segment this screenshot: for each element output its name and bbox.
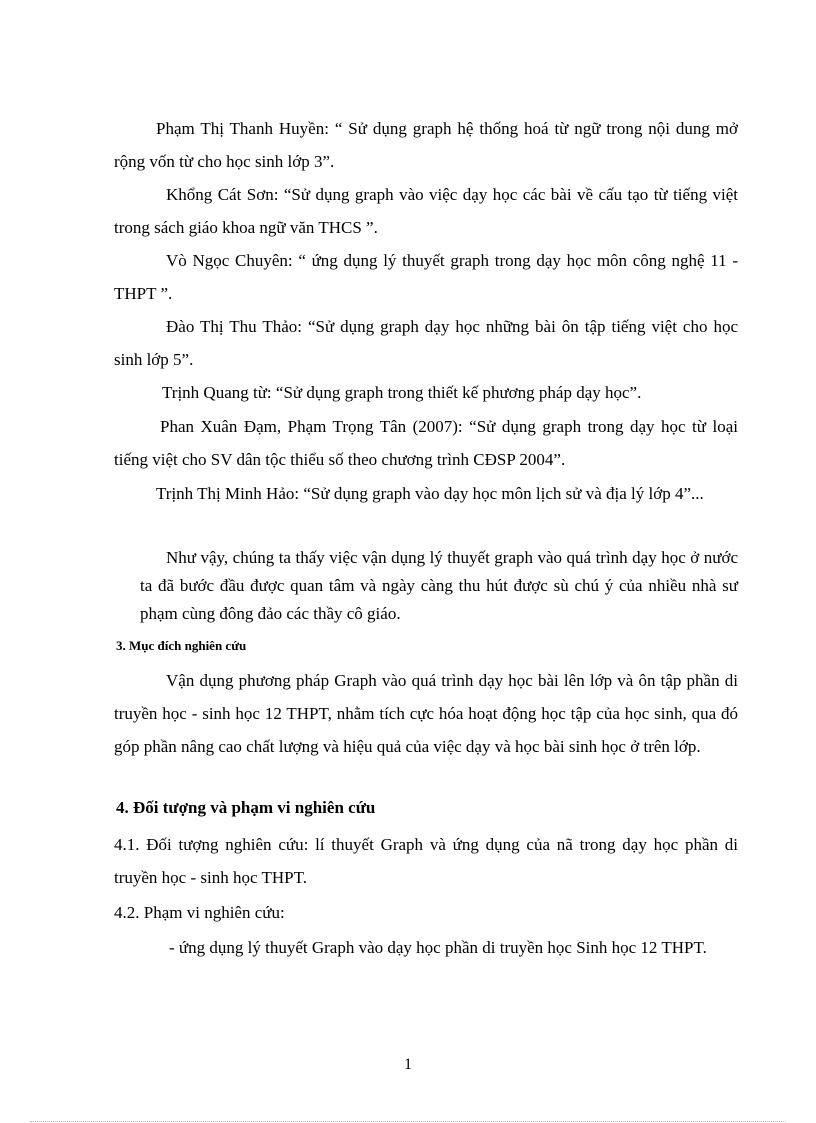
section-3-heading: 3. Mục đích nghiên cứu <box>116 638 247 653</box>
reference-paragraph-1: Phạm Thị Thanh Huyền: “ Sử dụng graph hệ thống hoá từ ngữ trong nội dung mở rộng vốn từ cho học sinh lớp 3”. <box>114 119 738 171</box>
reference-paragraph-7: Trịnh Thị Minh Hảo: “Sử dụng graph vào dạy học môn lịch sử và địa lý lớp 4”... <box>156 484 704 503</box>
reference-paragraph-6: Phan Xuân Đạm, Phạm Trọng Tân (2007): “Sử dụng graph trong dạy học từ loại tiếng việt cho SV dân tộc thiểu số theo chương trình CĐSP 2004”. <box>114 417 738 469</box>
section-3-body: Vận dụng phương pháp Graph vào quá trình dạy học bài lên lớp và ôn tập phần di truyền học - sinh học 12 THPT, nhằm tích cực hóa hoạt động học tập của học sinh, qua đó góp phần nâng cao chất lượng và hiệu quả của việc dạy và học bài sinh học ở trên lớp. <box>114 671 738 756</box>
reference-paragraph-2: Khổng Cát Sơn: “Sử dụng graph vào việc dạy học các bài về cấu tạo từ tiếng việt trong sách giáo khoa ngữ văn THCS ”. <box>114 185 738 237</box>
page-bottom-divider <box>30 1121 786 1122</box>
page-number: 1 <box>404 1056 412 1073</box>
summary-paragraph: Như vậy, chúng ta thấy việc vận dụng lý thuyết graph vào quá trình dạy học ở nước ta đã bước đầu được quan tâm và ngày càng thu hút được sù chú ý của nhiều nhà sư phạm cùng đông đảo các thầy cô giáo. <box>140 548 738 623</box>
section-4-2-detail: - ứng dụng lý thuyết Graph vào dạy học phần di truyền học Sinh học 12 THPT. <box>169 938 707 957</box>
section-4-1-text: 4.1. Đối tượng nghiên cứu: lí thuyết Graph và ứng dụng của nã trong dạy học phần di truyền học - sinh học THPT. <box>114 835 738 887</box>
section-4-2-heading: 4.2. Phạm vi nghiên cứu: <box>114 903 285 922</box>
section-4-heading: 4. Đối tượng và phạm vi nghiên cứu <box>116 798 376 817</box>
reference-paragraph-5: Trịnh Quang từ: “Sử dụng graph trong thiết kế phương pháp dạy học”. <box>162 383 642 402</box>
reference-paragraph-3: Vò Ngọc Chuyên: “ ứng dụng lý thuyết graph trong dạy học môn công nghệ 11 - THPT ”. <box>114 251 738 303</box>
reference-paragraph-4: Đào Thị Thu Thảo: “Sử dụng graph dạy học những bài ôn tập tiếng việt cho học sinh lớp 5”. <box>114 317 738 369</box>
